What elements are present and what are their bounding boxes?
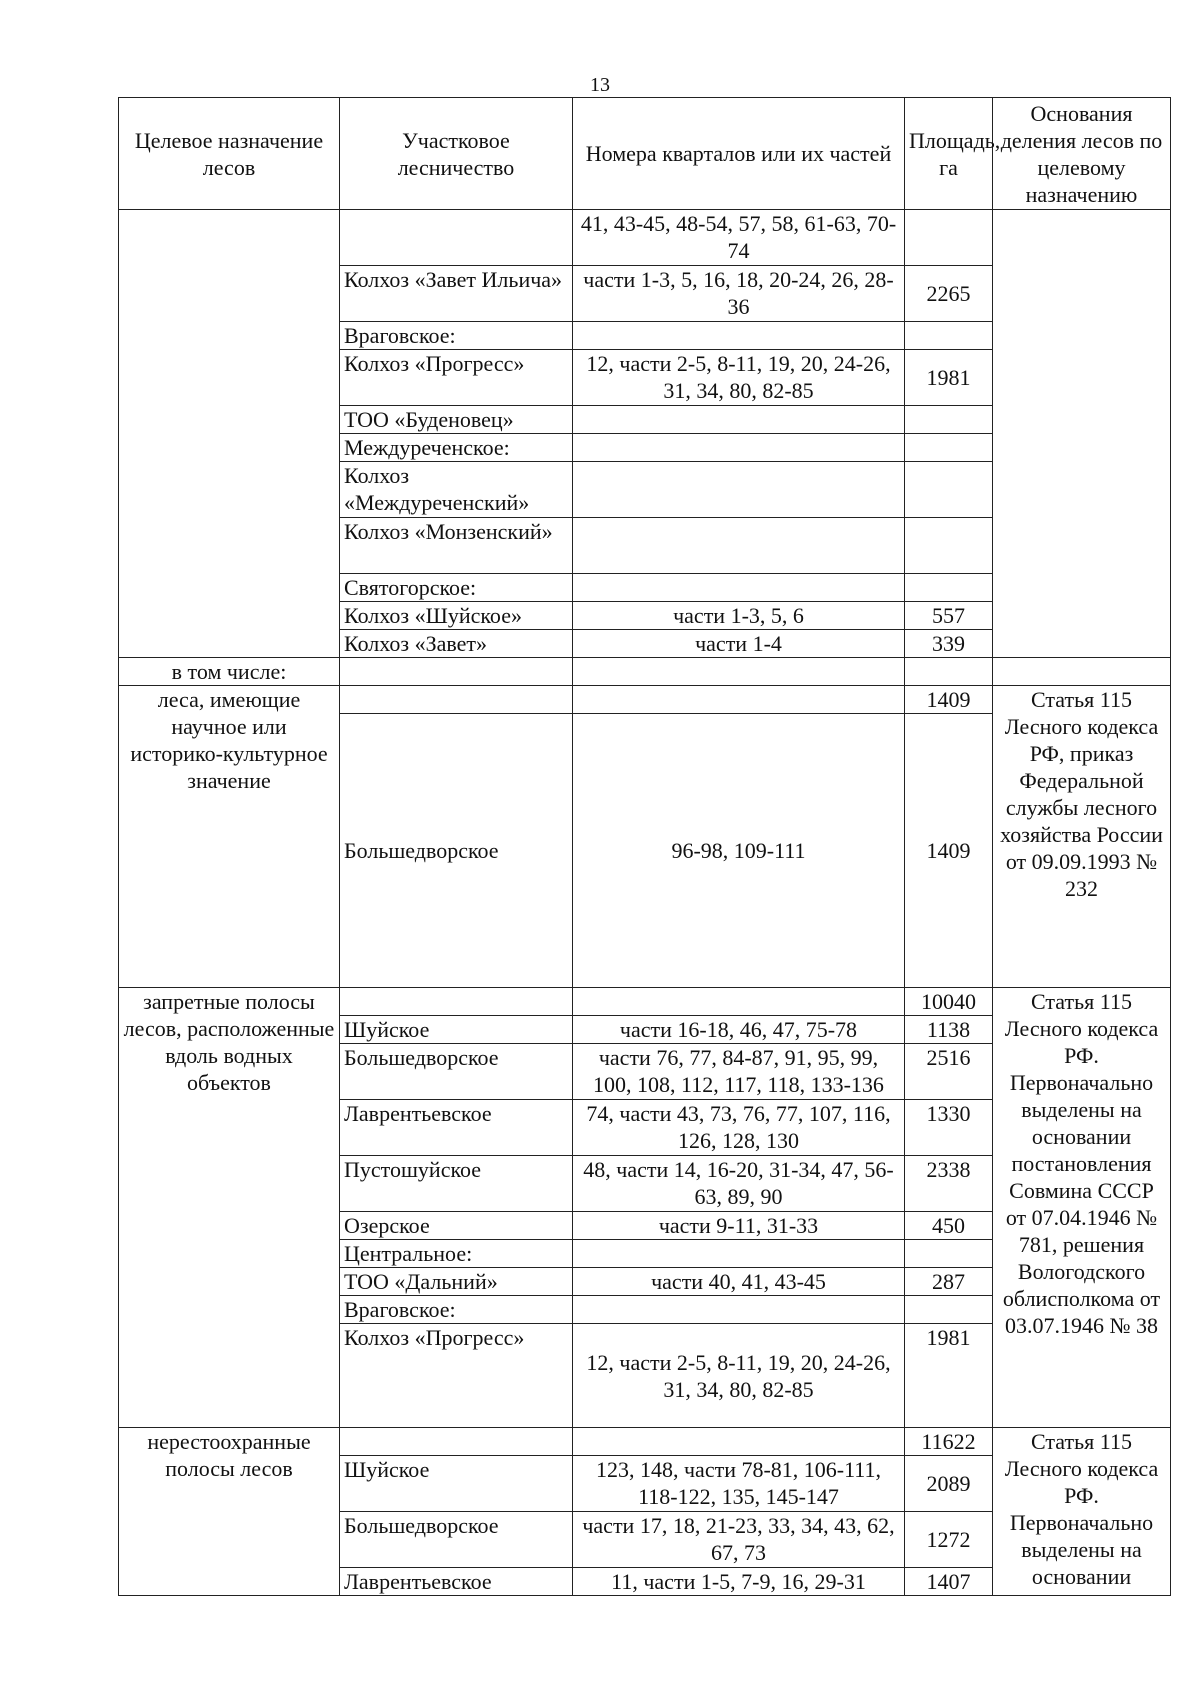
district-cell: ТОО «Буденовец» (340, 406, 573, 434)
district-cell: Лаврентьевское (340, 1568, 573, 1596)
empty-cell (573, 1428, 905, 1456)
empty-cell (340, 1428, 573, 1456)
area-cell (905, 322, 993, 350)
grounds-water-protection: Статья 115 Лесного кодекса РФ. Первоначально выделены на основании постановления Совмина СССР от 07.04.1946 № 781, решения Вологодского облисполкома от 03.07.1946 № 38 (993, 988, 1171, 1428)
purpose-spawning-protection: нерестоохранные полосы лесов (119, 1428, 340, 1596)
quarters-cell: 11, части 1-5, 7-9, 16, 29-31 (573, 1568, 905, 1596)
quarters-cell: части 17, 18, 21-23, 33, 34, 43, 62, 67, 73 (573, 1512, 905, 1568)
district-cell: Пустошуйское (340, 1156, 573, 1212)
quarters-cell: 12, части 2-5, 8-11, 19, 20, 24-26, 31, 34, 80, 82-85 (573, 350, 905, 406)
area-cell: 287 (905, 1268, 993, 1296)
area-cell (905, 1296, 993, 1324)
empty-cell (340, 988, 573, 1016)
quarters-cell (573, 518, 905, 574)
area-total: 1409 (905, 686, 993, 714)
empty-cell (993, 658, 1171, 686)
area-cell: 1330 (905, 1100, 993, 1156)
forest-purpose-table (118, 97, 1171, 1596)
table-row (119, 210, 1171, 266)
district-cell: Большедворское (340, 1512, 573, 1568)
purpose-water-protection: запретные полосы лесов, расположенные вдоль водных объектов (119, 988, 340, 1428)
area-cell: 1981 (905, 1324, 993, 1428)
quarters-cell: 41, 43-45, 48-54, 57, 58, 61-63, 70-74 (573, 210, 905, 266)
quarters-cell (573, 406, 905, 434)
quarters-cell: 74, части 43, 73, 76, 77, 107, 116, 126, 128, 130 (573, 1100, 905, 1156)
quarters-cell: части 40, 41, 43-45 (573, 1268, 905, 1296)
quarters-cell: 48, части 14, 16-20, 31-34, 47, 56-63, 89, 90 (573, 1156, 905, 1212)
area-cell: 557 (905, 602, 993, 630)
section-total-row (119, 988, 1171, 1016)
quarters-cell: 96-98, 109-111 (573, 714, 905, 988)
quarters-cell: 12, части 2-5, 8-11, 19, 20, 24-26, 31, 34, 80, 82-85 (573, 1324, 905, 1428)
quarters-cell (573, 434, 905, 462)
area-cell: 2516 (905, 1044, 993, 1100)
quarters-cell: части 76, 77, 84-87, 91, 95, 99, 100, 108, 112, 117, 118, 133-136 (573, 1044, 905, 1100)
district-cell: Шуйское (340, 1016, 573, 1044)
section-total-row (119, 686, 1171, 714)
district-cell: Лаврентьевское (340, 1100, 573, 1156)
district-cell: Озерское (340, 1212, 573, 1240)
header-area: Площадь, га (905, 98, 993, 210)
district-cell: Колхоз «Прогресс» (340, 350, 573, 406)
empty-cell (573, 988, 905, 1016)
quarters-cell (573, 322, 905, 350)
area-cell: 1409 (905, 714, 993, 988)
area-cell: 1407 (905, 1568, 993, 1596)
quarters-cell: 123, 148, части 78-81, 106-111, 118-122, 135, 145-147 (573, 1456, 905, 1512)
area-cell (905, 210, 993, 266)
grounds-spawning-protection: Статья 115 Лесного кодекса РФ. Первоначально выделены на основании (993, 1428, 1171, 1596)
header-grounds: Основания деления лесов по целевому назначению (993, 98, 1171, 210)
quarters-cell (573, 574, 905, 602)
district-cell: ТОО «Дальний» (340, 1268, 573, 1296)
header-quarters: Номера кварталов или их частей (573, 98, 905, 210)
district-cell: Святогорское: (340, 574, 573, 602)
district-cell: Колхоз «Прогресс» (340, 1324, 573, 1428)
area-total: 11622 (905, 1428, 993, 1456)
district-cell: Колхоз «Междуреченский» (340, 462, 573, 518)
area-cell (905, 462, 993, 518)
area-cell: 2089 (905, 1456, 993, 1512)
area-cell: 1272 (905, 1512, 993, 1568)
quarters-cell: части 16-18, 46, 47, 75-78 (573, 1016, 905, 1044)
grounds-scientific: Статья 115 Лесного кодекса РФ, приказ Федеральной службы лесного хозяйства России от 09.09.1993 № 232 (993, 686, 1171, 988)
area-cell: 339 (905, 630, 993, 658)
area-cell (905, 574, 993, 602)
district-cell: Враговское: (340, 1296, 573, 1324)
page-number: 13 (590, 74, 610, 96)
quarters-cell (573, 1296, 905, 1324)
empty-cell (573, 686, 905, 714)
quarters-cell: части 1-4 (573, 630, 905, 658)
table-row (119, 658, 1171, 686)
header-row (119, 98, 1171, 210)
district-cell: Враговское: (340, 322, 573, 350)
district-cell (340, 210, 573, 266)
district-cell: Центральное: (340, 1240, 573, 1268)
empty-cell (340, 686, 573, 714)
purpose-scientific: леса, имеющие научное или историко-культурное значение (119, 686, 340, 988)
district-cell: Междуреченское: (340, 434, 573, 462)
district-cell: Колхоз «Завет Ильича» (340, 266, 573, 322)
area-cell (905, 406, 993, 434)
empty-cell (905, 658, 993, 686)
including-label: в том числе: (119, 658, 340, 686)
header-district: Участковое лесничество (340, 98, 573, 210)
header-purpose: Целевое назначение лесов (119, 98, 340, 210)
district-cell: Большедворское (340, 714, 573, 988)
district-cell: Колхоз «Шуйское» (340, 602, 573, 630)
quarters-cell (573, 1240, 905, 1268)
district-cell: Шуйское (340, 1456, 573, 1512)
section-total-row (119, 1428, 1171, 1456)
empty-cell (573, 658, 905, 686)
area-cell (905, 434, 993, 462)
quarters-cell (573, 462, 905, 518)
district-cell: Большедворское (340, 1044, 573, 1100)
quarters-cell: части 9-11, 31-33 (573, 1212, 905, 1240)
area-cell: 1981 (905, 350, 993, 406)
empty-cell (340, 658, 573, 686)
area-cell: 2338 (905, 1156, 993, 1212)
district-cell: Колхоз «Монзенский» (340, 518, 573, 574)
area-total: 10040 (905, 988, 993, 1016)
area-cell (905, 1240, 993, 1268)
area-cell (905, 518, 993, 574)
quarters-cell: части 1-3, 5, 16, 18, 20-24, 26, 28-36 (573, 266, 905, 322)
grounds-cell-continued (993, 210, 1171, 658)
area-cell: 450 (905, 1212, 993, 1240)
purpose-cell-continued (119, 210, 340, 658)
area-cell: 1138 (905, 1016, 993, 1044)
district-cell: Колхоз «Завет» (340, 630, 573, 658)
quarters-cell: части 1-3, 5, 6 (573, 602, 905, 630)
area-cell: 2265 (905, 266, 993, 322)
